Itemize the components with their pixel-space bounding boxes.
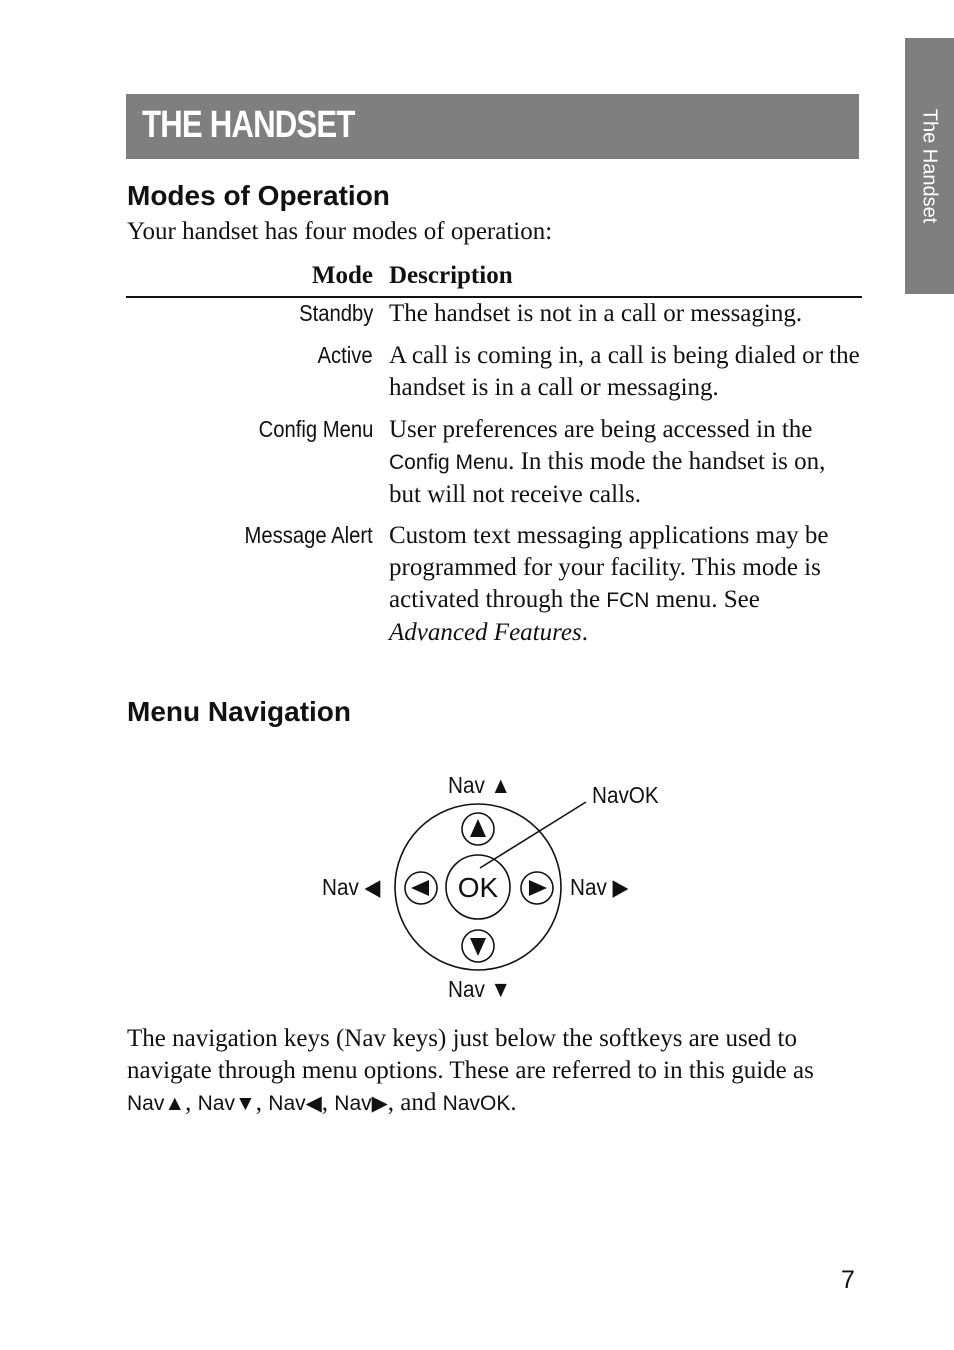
modes-table-header — [126, 262, 862, 298]
nav-key-term: Nav▼ — [197, 1092, 256, 1115]
nav-key-diagram — [310, 760, 670, 1010]
navigation-heading: Menu Navigation — [127, 696, 352, 727]
para-text: . — [510, 1089, 517, 1116]
mode-description — [389, 414, 861, 511]
desc-text: menu. See — [649, 586, 760, 613]
desc-text: Custom text messaging applications may be programmed for your facility. This mode is activated through the — [389, 522, 829, 613]
col-mode-header: Mode — [311, 262, 373, 289]
nav-key-term: Nav▲ — [127, 1092, 186, 1115]
label-nav-right: Nav ▶ — [570, 874, 629, 900]
para-text: , — [185, 1089, 198, 1116]
mode-name: Config Menu — [258, 416, 373, 442]
para-text: The navigation keys (Nav keys) just below the softkeys are used to navigate through menu options. These are referred to in this guide as — [127, 1025, 814, 1084]
mode-name: Standby — [298, 300, 373, 326]
label-nav-left: Nav ◀ — [322, 874, 381, 900]
para-text: , — [255, 1089, 269, 1116]
desc-text: . In this mode the handset is on, but will not receive calls. — [389, 448, 826, 508]
nav-up-key — [462, 813, 494, 845]
desc-key-term: Config Menu — [389, 451, 509, 474]
para-text: , — [321, 1089, 335, 1116]
page-title: THE HANDSET — [142, 104, 355, 146]
nav-key-term: NavOK — [442, 1092, 511, 1115]
mode-description — [389, 520, 861, 649]
nav-key-term: Nav◀ — [268, 1092, 322, 1115]
label-nav-down: Nav ▼ — [448, 976, 512, 1002]
nav-left-key — [405, 872, 437, 904]
modes-intro: Your handset has four modes of operation: — [127, 218, 553, 245]
desc-text: User preferences are being accessed in the — [389, 416, 813, 443]
nav-down-key — [462, 930, 494, 962]
title-bar — [126, 94, 859, 159]
desc-key-term: FCN — [606, 589, 650, 612]
desc-text: . — [581, 619, 588, 646]
mode-name: Message Alert — [244, 522, 373, 548]
para-text: , and — [387, 1089, 443, 1116]
col-desc-header: Description — [389, 262, 513, 289]
modes-table — [126, 262, 862, 646]
label-navok: NavOK — [592, 782, 659, 808]
side-tab-label: The Handset — [918, 108, 941, 224]
ok-label: OK — [457, 872, 499, 903]
nav-right-key — [521, 872, 553, 904]
mode-name: Active — [317, 342, 373, 368]
navigation-paragraph — [127, 1023, 867, 1120]
desc-italic-ref: Advanced Features — [389, 619, 582, 646]
label-nav-up: Nav ▲ — [448, 772, 512, 798]
page-number: 7 — [841, 1266, 855, 1294]
modes-heading: Modes of Operation — [127, 180, 390, 211]
mode-description: A call is coming in, a call is being dialed or the handset is in a call or messaging. — [389, 342, 860, 401]
nav-key-term: Nav▶ — [334, 1092, 388, 1115]
mode-description: The handset is not in a call or messaging. — [389, 300, 803, 327]
